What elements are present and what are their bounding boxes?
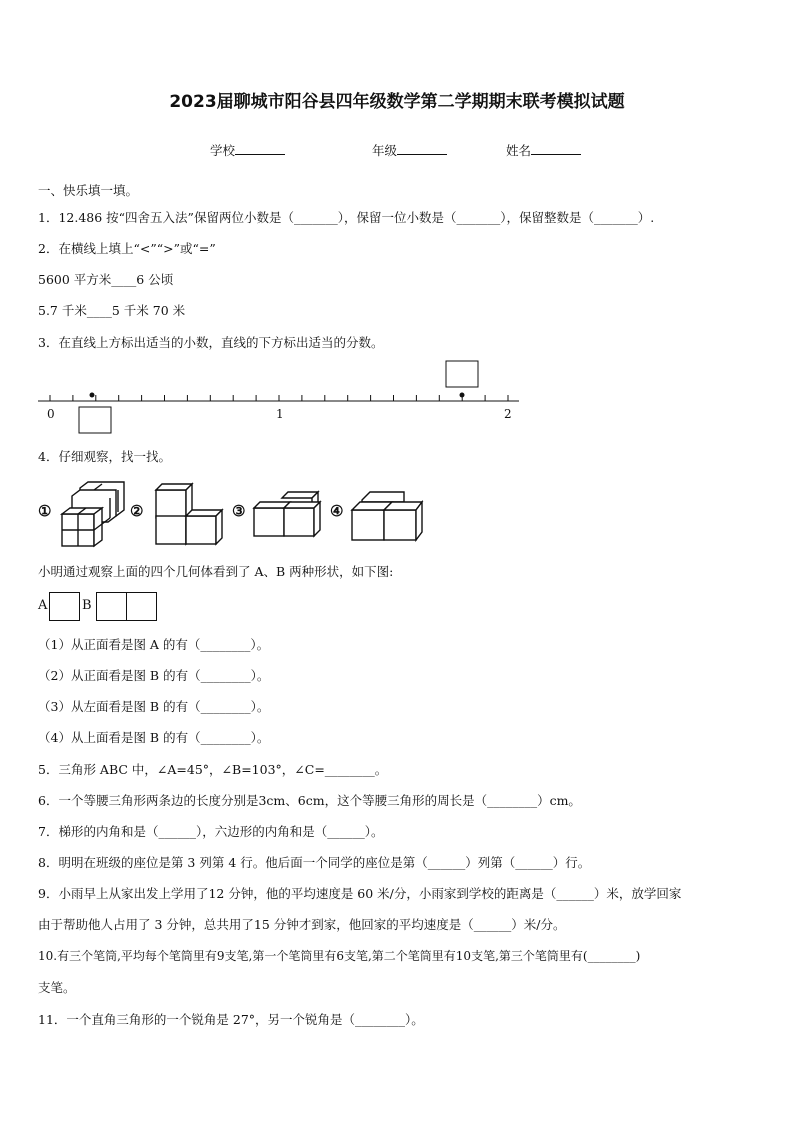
question-11: 11．一个直角三角形的一个锐角是 27°，另一个锐角是（________）。: [38, 1012, 424, 1027]
name-field: [506, 141, 581, 159]
question-9-line-2: 由于帮助他人占用了 3 分钟，总共用了15 分钟才到家，他回家的平均速度是（______）米/分。: [38, 917, 566, 932]
question-4-2: （2）从正面看是图 B 的有（________）。: [38, 668, 270, 683]
figure-label-1: ①: [38, 502, 52, 520]
name-blank[interactable]: [531, 142, 581, 155]
shape-b-square-1: [96, 592, 127, 621]
grade-label: 年级: [372, 143, 398, 158]
question-9-line-1: 9．小雨早上从家出发上学用了12 分钟，他的平均速度是 60 米/分，小雨家到学校的距离是（______）米，放学回家: [38, 886, 682, 901]
question-4-3: （3）从左面看是图 B 的有（________）。: [38, 699, 270, 714]
cube-figure-4: [350, 490, 426, 544]
question-2a: 5600 平方米____6 公顷: [38, 272, 174, 287]
school-field: [210, 141, 285, 159]
point-marker-1: [90, 393, 95, 398]
question-1: 1．12.486 按“四舍五入法”保留两位小数是（_______），保留一位小数是（_______），保留整数是（_______）.: [38, 210, 655, 225]
question-4-1: （1）从正面看是图 A 的有（________）。: [38, 637, 270, 652]
shape-label-a: A: [38, 598, 48, 613]
tick-label-0: 0: [47, 407, 55, 421]
question-5: 5．三角形 ABC 中，∠A=45°，∠B=103°，∠C=________。: [38, 762, 388, 777]
grade-field: [372, 141, 447, 159]
school-blank[interactable]: [235, 142, 285, 155]
answer-box-above[interactable]: [446, 361, 478, 387]
question-2: 2．在横线上填上“<”“>”或“=”: [38, 241, 216, 256]
question-2b: 5.7 千米____5 千米 70 米: [38, 303, 186, 318]
grade-blank[interactable]: [397, 142, 447, 155]
question-3: 3．在直线上方标出适当的小数，直线的下方标出适当的分数。: [38, 335, 384, 350]
question-8: 8．明明在班级的座位是第 3 列第 4 行。他后面一个同学的座位是第（______）列第（______）行。: [38, 855, 591, 870]
page-title: 2023届聊城市阳谷县四年级数学第二学期期末联考模拟试题: [169, 92, 625, 112]
shape-b-square-2: [126, 592, 157, 621]
school-label: 学校: [210, 143, 236, 158]
question-10-line-1: 10.有三个笔筒,平均每个笔筒里有9支笔,第一个笔筒里有6支笔,第二个笔筒里有10支笔,第三个笔筒里有(________): [38, 949, 641, 963]
question-6: 6．一个等腰三角形两条边的长度分别是3cm、6cm，这个等腰三角形的周长是（________）cm。: [38, 793, 581, 808]
cube-figure-3: [252, 490, 324, 542]
figure-label-3: ③: [232, 502, 246, 520]
shape-a-square: [49, 592, 80, 621]
tick-label-2: 2: [504, 407, 512, 421]
tick-label-1: 1: [276, 407, 284, 421]
question-4-text: 小明通过观察上面的四个几何体看到了 A、B 两种形状，如下图:: [38, 564, 394, 579]
question-4-4: （4）从上面看是图 B 的有（________）。: [38, 730, 270, 745]
figure-label-4: ④: [330, 502, 344, 520]
number-line: [0, 355, 794, 435]
answer-box-below[interactable]: [79, 407, 111, 433]
cube-figure-1: [58, 478, 130, 550]
question-4: 4．仔细观察，找一找。: [38, 449, 171, 464]
point-marker-2: [460, 393, 465, 398]
shape-label-b: B: [82, 598, 92, 613]
name-label: 姓名: [506, 143, 532, 158]
question-10-line-2: 支笔。: [38, 980, 76, 995]
figure-label-2: ②: [130, 502, 144, 520]
number-line-ticks: [50, 395, 508, 401]
cube-figure-2: [152, 480, 226, 548]
question-7: 7．梯形的内角和是（______），六边形的内角和是（______）。: [38, 824, 384, 839]
section-heading: 一、快乐填一填。: [38, 183, 139, 198]
